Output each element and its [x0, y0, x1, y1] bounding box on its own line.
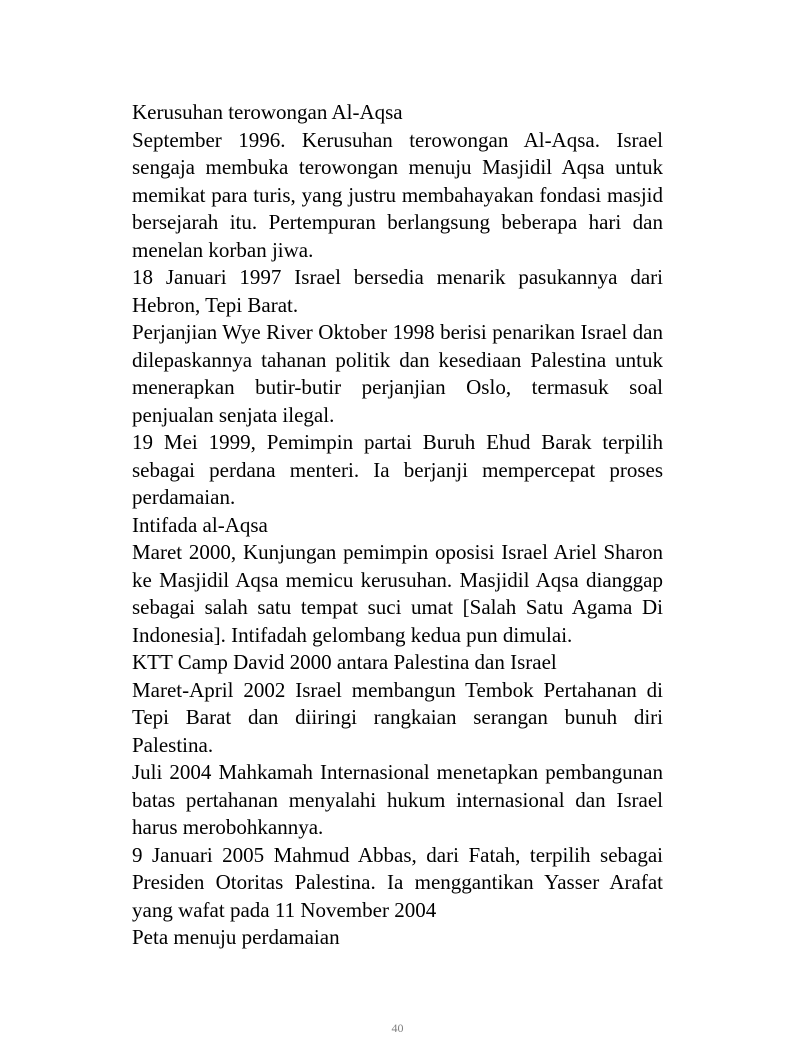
- heading-road-map-to-peace: Peta menuju perdamaian: [132, 925, 340, 949]
- paragraph-camp-david-2000: KTT Camp David 2000 antara Palestina dan Israel: [132, 650, 557, 674]
- paragraph-january-1997: 18 Januari 1997 Israel bersedia menarik pasukannya dari Hebron, Tepi Barat.: [132, 265, 663, 317]
- paragraph-january-2005: 9 Januari 2005 Mahmud Abbas, dari Fatah, terpilih sebagai Presiden Otoritas Palestina. Ia menggantikan Yasser Arafat yang wafat pada 11 November 2004: [132, 842, 663, 922]
- page-body: [132, 99, 663, 952]
- heading-intifada-al-aqsa: Intifada al-Aqsa: [132, 512, 268, 537]
- paragraph-may-1999: 19 Mei 1999, Pemimpin partai Buruh Ehud Barak terpilih sebagai perdana menteri. Ia berjanji mempercepat proses perdamaian.: [132, 430, 663, 509]
- heading-aqsa-tunnel-riot: Kerusuhan terowongan Al-Aqsa: [132, 100, 403, 124]
- paragraph-july-2004: Juli 2004 Mahkamah Internasional menetapkan pembangunan batas pertahanan menyalahi hukum internasional dan Israel harus merobohkannya.: [132, 760, 663, 839]
- paragraph-march-april-2002: Maret-April 2002 Israel membangun Tembok Pertahanan di Tepi Barat dan diiringi rangkaian serangan bunuh diri Palestina.: [132, 677, 663, 757]
- paragraph-september-1996: September 1996. Kerusuhan terowongan Al-Aqsa. Israel sengaja membuka terowongan menuju Masjidil Aqsa untuk memikat para turis, yang justru membahayakan fondasi masjid bersejarah itu. Pertempuran berlangsung beberapa hari dan menelan korban jiwa.: [132, 127, 663, 262]
- paragraph-wye-river-1998: Perjanjian Wye River Oktober 1998 berisi penarikan Israel dan dilepaskannya tahanan politik dan kesediaan Palestina untuk menerapkan butir-butir perjanjian Oslo, termasuk soal penjualan senjata ilegal.: [132, 320, 663, 427]
- paragraph-march-2000: Maret 2000, Kunjungan pemimpin oposisi Israel Ariel Sharon ke Masjidil Aqsa memicu kerusuhan. Masjidil Aqsa dianggap sebagai salah satu tempat suci umat [Salah Satu Agama Di Indonesia]. Intifadah gelombang kedua pun dimulai.: [132, 540, 663, 647]
- page-number: 40: [391, 1021, 404, 1035]
